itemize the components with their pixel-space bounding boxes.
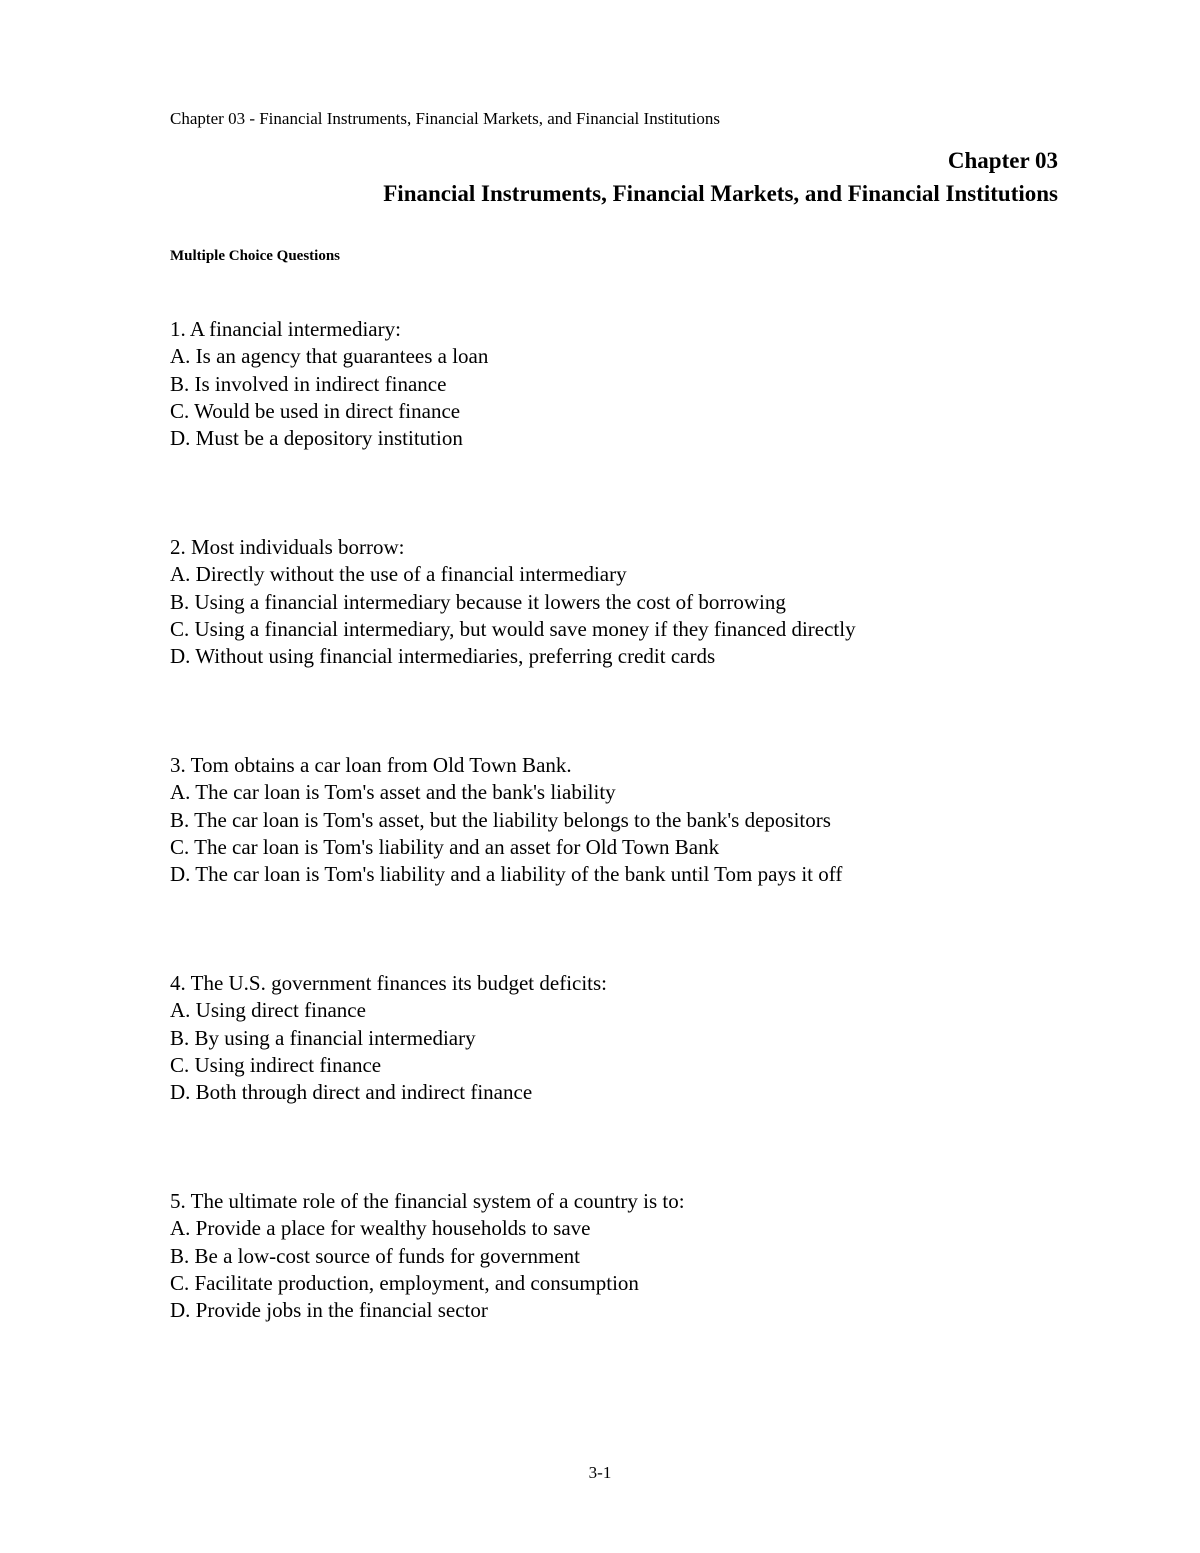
question-4 (170, 970, 1070, 1188)
answer-option-c: C. Facilitate production, employment, and consumption (170, 1270, 639, 1295)
question-list (170, 316, 1070, 1406)
question-2 (170, 534, 1070, 752)
question-5 (170, 1188, 1070, 1406)
answer-option-d: D. The car loan is Tom's liability and a liability of the bank until Tom pays it off (170, 862, 843, 887)
answer-option-c: C. Using a financial intermediary, but would save money if they financed directly (170, 616, 856, 641)
running-header: Chapter 03 - Financial Instruments, Financial Markets, and Financial Institutions (170, 109, 721, 128)
question-text: 3. Tom obtains a car loan from Old Town Bank. (170, 753, 572, 777)
answer-option-b: B. Using a financial intermediary because it lowers the cost of borrowing (170, 589, 786, 614)
answer-option-d: D. Without using financial intermediaries, preferring credit cards (170, 644, 716, 669)
answer-option-c: C. Using indirect finance (170, 1052, 382, 1077)
chapter-subject: Financial Instruments, Financial Markets, and Financial Institutions (383, 181, 1058, 206)
chapter-title: Chapter 03 (947, 148, 1058, 173)
question-text: 1. A financial intermediary: (170, 317, 401, 341)
page-number: 3-1 (588, 1463, 612, 1482)
section-heading: Multiple Choice Questions (170, 248, 341, 264)
answer-option-b: B. Is involved in indirect finance (170, 371, 447, 396)
question-text: 4. The U.S. government finances its budget deficits: (170, 971, 608, 995)
answer-option-d: D. Provide jobs in the financial sector (170, 1298, 488, 1323)
question-3 (170, 752, 1070, 970)
answer-option-a: A. Provide a place for wealthy households to save (170, 1216, 591, 1241)
question-text: 2. Most individuals borrow: (170, 535, 405, 559)
answer-option-a: A. Is an agency that guarantees a loan (170, 344, 489, 369)
title-block (383, 144, 1058, 210)
answer-option-a: A. Directly without the use of a financial intermediary (170, 562, 627, 587)
answer-option-d: D. Both through direct and indirect finance (170, 1080, 533, 1105)
answer-option-b: B. Be a low-cost source of funds for government (170, 1243, 580, 1268)
answer-option-a: A. The car loan is Tom's asset and the bank's liability (170, 780, 616, 805)
answer-option-b: B. The car loan is Tom's asset, but the liability belongs to the bank's depositors (170, 807, 831, 832)
answer-option-a: A. Using direct finance (170, 998, 366, 1023)
question-text: 5. The ultimate role of the financial system of a country is to: (170, 1189, 685, 1213)
answer-option-c: C. The car loan is Tom's liability and an asset for Old Town Bank (170, 834, 720, 859)
answer-option-c: C. Would be used in direct finance (170, 398, 461, 423)
answer-option-d: D. Must be a depository institution (170, 426, 463, 451)
answer-option-b: B. By using a financial intermediary (170, 1025, 476, 1050)
question-1 (170, 316, 1070, 534)
